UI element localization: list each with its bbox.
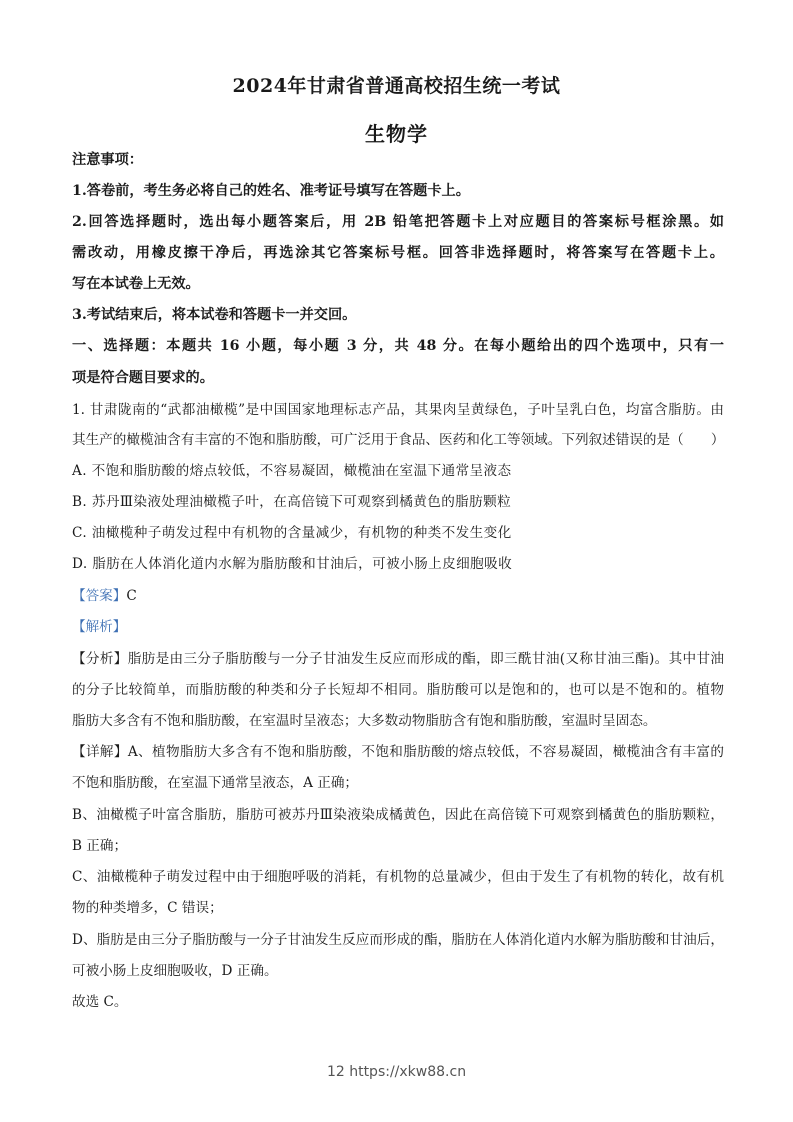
page-footer: 12 https://xkw88.cn (326, 1064, 467, 1080)
notice-item-2-line-2: 需改动，用橡皮擦干净后，再选涂其它答案标号框。回答非选择题时，将答案写在答题卡上。 (72, 245, 724, 261)
xiangjie-label: 【详解】 (72, 744, 128, 760)
option-b: B. 苏丹Ⅲ染液处理油橄榄子叶，在高倍镜下可观察到橘黄色的脂肪颗粒 (72, 494, 512, 510)
notice-item-3: 3.考试结束后，将本试卷和答题卡一并交回。 (72, 307, 357, 323)
notice-item-2-line-1: 2.回答选择题时，选出每小题答案后，用 2B 铅笔把答题卡上对应题目的答案标号框涂黑。如 (72, 214, 724, 230)
fenxi-line-3: 脂肪大多含有不饱和脂肪酸，在室温时呈液态；大多数动物脂肪含有饱和脂肪酸，室温时呈固态。 (72, 713, 657, 729)
question-stem-line-1: 1. 甘肃陇南的“武都油橄榄”是中国国家地理标志产品，其果肉呈黄绿色，子叶呈乳白色，均富含脂肪。由 (72, 402, 724, 418)
question-stem-line-2: 其生产的橄榄油含有丰富的不饱和脂肪酸，可广泛用于食品、医药和化工等领域。下列叙述错误的是（ ） (72, 432, 725, 448)
answer-value: C (126, 588, 137, 604)
xiangjie-line-4: B 正确； (72, 838, 128, 854)
fenxi-line-2: 的分子比较简单，而脂肪酸的种类和分子长短却不相同。脂肪酸可以是饱和的，也可以是不饱和的。植物 (72, 682, 724, 698)
fenxi-label: 【分析】 (72, 651, 128, 667)
xiangjie-line-7: D、脂肪是由三分子脂肪酸与一分子甘油发生反应而形成的酯，脂肪在人体消化道内水解为脂肪酸和甘油后， (72, 932, 724, 948)
section-heading-line-1: 一、选择题：本题共 16 小题，每小题 3 分，共 48 分。在每小题给出的四个选项中，只有一 (72, 338, 724, 354)
xiangjie-line-1 (72, 742, 724, 762)
fenxi-line-1 (72, 649, 724, 669)
notice-item-2-line-3: 写在本试卷上无效。 (72, 276, 200, 292)
xiangjie-line-6: 物的种类增多，C 错误； (72, 900, 223, 916)
analysis-heading (72, 617, 724, 637)
section-heading-line-2: 项是符合题目要求的。 (72, 370, 214, 386)
option-a: A. 不饱和脂肪酸的熔点较低，不容易凝固，橄榄油在室温下通常呈液态 (72, 463, 512, 479)
xiangjie-line-3: B、油橄榄子叶富含脂肪，脂肪可被苏丹Ⅲ染液染成橘黄色，因此在高倍镜下可观察到橘黄色的脂肪颗粒， (72, 807, 724, 823)
exam-title: 2024年甘肃省普通高校招生统一考试 (232, 75, 561, 97)
fenxi-text-1: 脂肪是由三分子脂肪酸与一分子甘油发生反应而形成的酯，即三酰甘油(又称甘油三酯)。其中甘油 (127, 651, 725, 667)
xiangjie-text-1: A、植物脂肪大多含有不饱和脂肪酸，不饱和脂肪酸的熔点较低，不容易凝固，橄榄油含有丰富的 (127, 744, 724, 760)
option-c: C. 油橄榄种子萌发过程中有机物的含量减少，有机物的种类不发生变化 (72, 525, 512, 541)
answer-line (72, 586, 724, 606)
subject-title: 生物学 (365, 122, 428, 146)
notice-heading: 注意事项： (72, 152, 143, 168)
option-d: D. 脂肪在人体消化道内水解为脂肪酸和甘油后，可被小肠上皮细胞吸收 (72, 556, 513, 572)
answer-label: 【答案】 (72, 588, 127, 604)
conclusion-line: 故选 C。 (72, 994, 128, 1010)
xiangjie-line-2: 不饱和脂肪酸，在室温下通常呈液态，A 正确； (72, 775, 359, 791)
xiangjie-line-8: 可被小肠上皮细胞吸收，D 正确。 (72, 963, 278, 979)
xiangjie-line-5: C、油橄榄种子萌发过程中由于细胞呼吸的消耗，有机物的总量减少，但由于发生了有机物的转化，故有机 (72, 869, 724, 885)
analysis-label: 【解析】 (72, 619, 127, 635)
notice-item-1: 1.答卷前，考生务必将自己的姓名、准考证号填写在答题卡上。 (72, 183, 470, 199)
